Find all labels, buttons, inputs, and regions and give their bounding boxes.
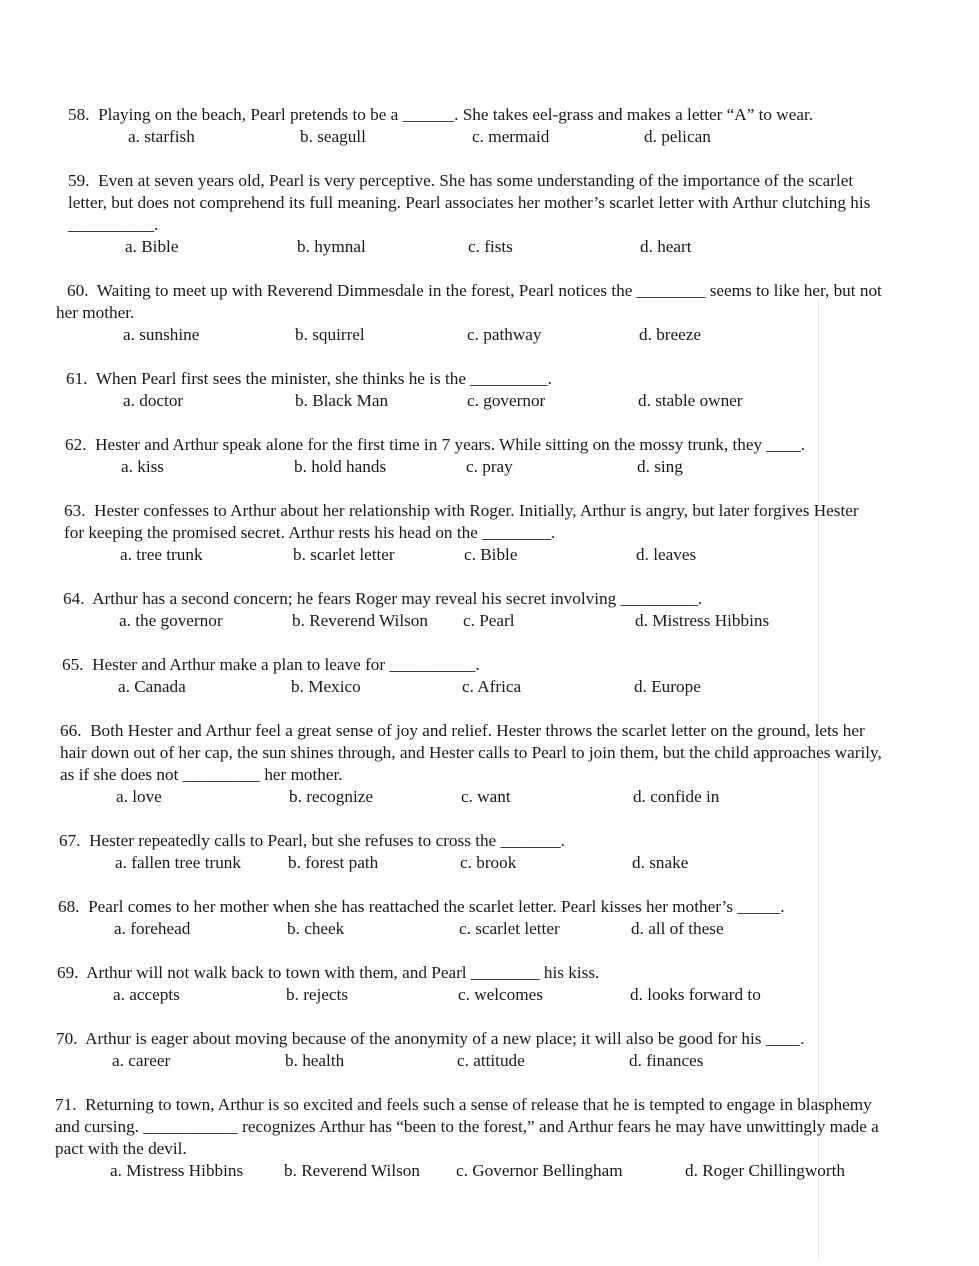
option-b: b. rejects: [286, 985, 349, 1004]
option-d: d. heart: [640, 237, 692, 256]
option-d: d. Mistress Hibbins: [635, 611, 770, 630]
question-63: [64, 500, 860, 566]
question-stem: 68. Pearl comes to her mother when she has reattached the scarlet letter. Pearl kisses her mother’s _____.: [58, 897, 785, 916]
option-c: c. governor: [467, 391, 546, 410]
question-stem: 65. Hester and Arthur make a plan to leave for __________.: [62, 655, 480, 674]
option-b: b. recognize: [289, 787, 373, 806]
question-62: [65, 434, 905, 478]
option-c: c. scarlet letter: [459, 919, 560, 938]
question-stem: 70. Arthur is eager about moving because of the anonymity of a new place; it will also be good for his ____.: [56, 1029, 805, 1048]
answer-options: [68, 126, 908, 148]
question-68: [58, 896, 898, 940]
answer-options: [64, 544, 860, 566]
option-d: d. leaves: [636, 545, 697, 564]
option-b: b. hold hands: [294, 457, 387, 476]
answer-options: [60, 786, 890, 808]
option-d: d. sing: [637, 457, 683, 476]
question-stem: 59. Even at seven years old, Pearl is very perceptive. She has some understanding of the importance of the scarlet letter, but does not comprehend its full meaning. Pearl associates her mother’s scarlet letter with Arthur clutching his __________.: [68, 171, 871, 234]
answer-options: [63, 610, 893, 632]
option-b: b. cheek: [287, 919, 345, 938]
answer-options: [56, 1050, 906, 1072]
option-b: b. scarlet letter: [293, 545, 395, 564]
answer-options: [62, 676, 892, 698]
question-60: [56, 280, 888, 346]
question-stem: 71. Returning to town, Arthur is so excited and feels such a sense of release that he is tempted to engage in blasphemy and cursing. ___________ recognizes Arthur has “been to the forest,” and Arthur fears he may have unwittingly made a pact with the devil.: [55, 1095, 879, 1158]
option-a: a. doctor: [123, 391, 184, 410]
option-d: d. looks forward to: [630, 985, 761, 1004]
option-a: a. Mistress Hibbins: [110, 1161, 244, 1180]
option-a: a. accepts: [113, 985, 180, 1004]
option-a: a. fallen tree trunk: [115, 853, 241, 872]
option-c: c. fists: [468, 237, 513, 256]
question-stem: 66. Both Hester and Arthur feel a great sense of joy and relief. Hester throws the scarlet letter on the ground, lets her hair down out of her cap, the sun shines through, and Hester calls to Pearl to join them, but the child approaches warily, as if she does not _________ her mother.: [60, 721, 882, 784]
answer-options: [68, 236, 894, 258]
question-stem: 61. When Pearl first sees the minister, she thinks he is the _________.: [66, 369, 552, 388]
option-c: c. Governor Bellingham: [456, 1161, 623, 1180]
option-b: b. hymnal: [297, 237, 366, 256]
option-b: b. health: [285, 1051, 345, 1070]
option-a: a. tree trunk: [120, 545, 203, 564]
question-67: [59, 830, 889, 874]
option-a: a. career: [112, 1051, 171, 1070]
question-stem: 63. Hester confesses to Arthur about her relationship with Roger. Initially, Arthur is angry, but later forgives Hester for keeping the promised secret. Arthur rests his head on the ________.: [64, 501, 859, 542]
option-b: b. Reverend Wilson: [292, 611, 428, 630]
question-70: [56, 1028, 906, 1072]
option-a: a. starfish: [128, 127, 195, 146]
option-c: c. want: [461, 787, 511, 806]
question-58: [68, 104, 908, 148]
option-c: c. mermaid: [472, 127, 550, 146]
option-b: b. squirrel: [295, 325, 365, 344]
question-66: [60, 720, 890, 808]
question-64: [63, 588, 893, 632]
option-a: a. Bible: [125, 237, 179, 256]
answer-options: [55, 1160, 885, 1182]
option-c: c. Bible: [464, 545, 518, 564]
question-stem: 58. Playing on the beach, Pearl pretends to be a ______. She takes eel-grass and makes a letter “A” to wear.: [68, 105, 814, 124]
question-stem: 64. Arthur has a second concern; he fears Roger may reveal his secret involving _________.: [63, 589, 703, 608]
question-stem: 69. Arthur will not walk back to town with them, and Pearl ________ his kiss.: [57, 963, 600, 982]
option-a: a. the governor: [119, 611, 223, 630]
option-d: d. snake: [632, 853, 689, 872]
question-69: [57, 962, 887, 1006]
option-b: b. Reverend Wilson: [284, 1161, 420, 1180]
question-71: [55, 1094, 885, 1182]
answer-options: [66, 390, 896, 412]
option-d: d. Roger Chillingworth: [685, 1161, 845, 1180]
option-c: c. pray: [466, 457, 513, 476]
option-d: d. stable owner: [638, 391, 743, 410]
answer-options: [56, 324, 888, 346]
answer-options: [65, 456, 905, 478]
option-d: d. finances: [629, 1051, 704, 1070]
option-c: c. brook: [460, 853, 517, 872]
question-59: [68, 170, 894, 258]
option-b: b. Mexico: [291, 677, 361, 696]
option-a: a. Canada: [118, 677, 186, 696]
option-c: c. welcomes: [458, 985, 543, 1004]
option-c: c. Pearl: [463, 611, 515, 630]
option-a: a. sunshine: [123, 325, 200, 344]
option-c: c. pathway: [467, 325, 542, 344]
option-a: a. love: [116, 787, 162, 806]
option-b: b. seagull: [300, 127, 366, 146]
option-d: d. pelican: [644, 127, 711, 146]
option-c: c. attitude: [457, 1051, 525, 1070]
option-a: a. kiss: [121, 457, 164, 476]
option-d: d. all of these: [631, 919, 724, 938]
option-d: d. breeze: [639, 325, 702, 344]
question-stem: 62. Hester and Arthur speak alone for the first time in 7 years. While sitting on the mossy trunk, they ____.: [65, 435, 806, 454]
question-stem: 67. Hester repeatedly calls to Pearl, but she refuses to cross the _______.: [59, 831, 565, 850]
question-stem: 60. Waiting to meet up with Reverend Dimmesdale in the forest, Pearl notices the ________ seems to like her, but not her mother.: [56, 281, 882, 322]
answer-options: [59, 852, 889, 874]
question-61: [66, 368, 896, 412]
option-b: b. forest path: [288, 853, 379, 872]
question-65: [62, 654, 892, 698]
option-d: d. confide in: [633, 787, 720, 806]
answer-options: [58, 918, 898, 940]
answer-options: [57, 984, 887, 1006]
option-a: a. forehead: [114, 919, 191, 938]
option-b: b. Black Man: [295, 391, 389, 410]
option-c: c. Africa: [462, 677, 522, 696]
option-d: d. Europe: [634, 677, 701, 696]
